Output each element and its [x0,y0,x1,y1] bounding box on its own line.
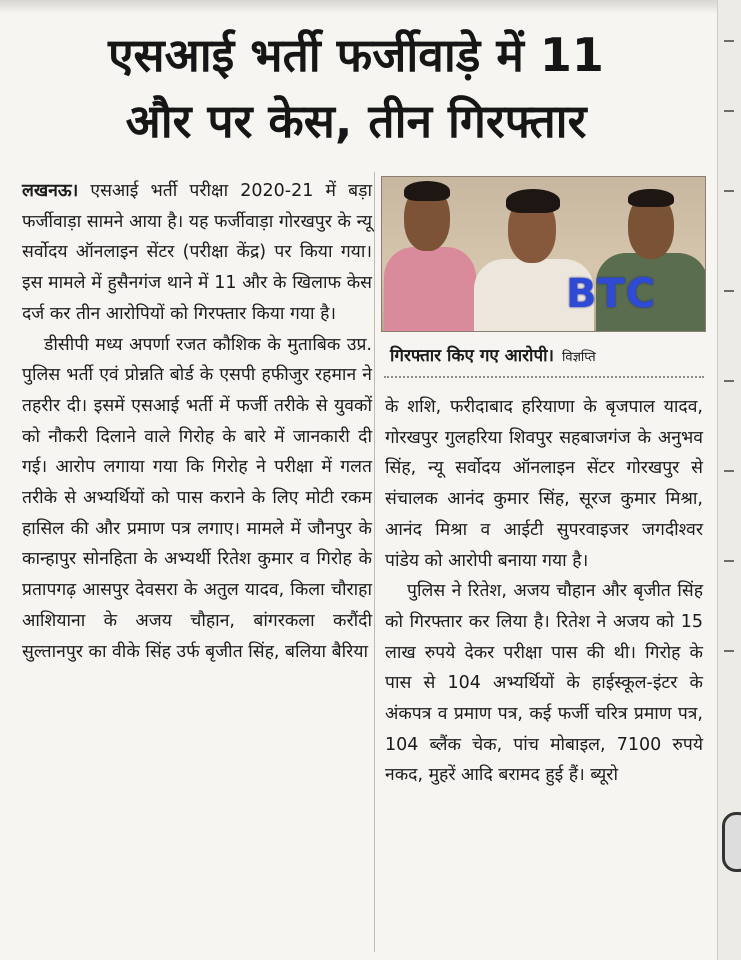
headline-line-2: और पर केस, तीन गिरफ्तार [125,94,587,148]
left-paragraph-2: डीसीपी मध्य अपर्णा रजत कौशिक के मुताबिक उप्र. पुलिस भर्ती एवं प्रोन्नति बोर्ड के एसपी हफीजुर रहमान ने तहरीर दी। इसमें एसआई भर्ती में फर्जी तरीके से युवकों को नौकरी दिलाने वाले गिरोह के बारे में जानकारी दी गई। आरोप लगाया गया कि गिरोह ने परीक्षा में गलत तरीके से अभ्यर्थियों को पास कराने के लिए मोटी रकम हासिल की और प्रमाण पत्र लगाए। मामले में जौनपुर के कान्हापुर सोनहिता के अभ्यर्थी रितेश कुमार व गिरोह के प्रतापगढ़ आसपुर देवसरा के अतुल यादव, किला चौराहा आशियाना के अजय चौहान, बांगरकला करौंदी सुल्तानपुर का वीके सिंह उर्फ बृजीत सिंह, बलिया बैरिया [22,334,372,662]
edge-mark [724,560,734,562]
byline: ब्यूरो [590,765,618,786]
top-cropped-strip [0,0,741,14]
right-paragraph-2-text: पुलिस ने रितेश, अजय चौहान और बृजीत सिंह को गिरफ्तार कर लिया है। रितेश ने अजय को 15 लाख रुपये देकर परीक्षा पास की थी। गिरोह के पास से 104 अभ्यर्थियों के हाईस्कूल-इंटर के अंकपत्र व प्रमाण पत्र, कई फर्जी चरित्र प्रमाण पत्र, 104 ब्लैंक चेक, पांच मोबाइल, 7100 रुपये नकद, मुहरें आदि बरामद हुई हैं। [385,581,703,786]
photo-caption [390,344,705,370]
edge-mark [724,110,734,112]
column-divider [374,172,375,952]
caption-dotted-rule [384,376,704,378]
right-paragraph-2 [385,576,703,791]
left-paragraph-1 [22,176,372,330]
watermark-logo: BTC [566,271,657,317]
person-3-hair [628,189,674,207]
article-right-column [385,392,703,791]
person-1-shirt [384,247,476,332]
accused-photo [381,176,706,332]
person-2-hair [506,189,560,213]
edge-mark [724,650,734,652]
caption-text: गिरफ्तार किए गए आरोपी। [390,346,554,366]
right-paragraph-1: के शशि, फरीदाबाद हरियाणा के बृजपाल यादव, गोरखपुर गुलहरिया शिवपुर सहबाजगंज के अनुभव सिंह, न्यू सर्वोदय ऑनलाइन सेंटर गोरखपुर से संचालक आनंद कुमार सिंह, सूरज कुमार मिश्रा, आनंद मिश्रा व आईटी सुपरवाइजर जगदीश्वर पांडेय को आरोपी बनाया गया है। [385,397,703,571]
edge-mark [724,290,734,292]
photo-credit: विज्ञप्ति [561,350,596,365]
adjacent-column-edge [717,0,741,960]
headline-line-1: एसआई भर्ती फर्जीवाड़े में 11 [108,28,604,82]
article-left-column [22,176,372,667]
person-1-hair [404,181,450,201]
edge-photo-fragment [722,812,741,872]
edge-mark [724,380,734,382]
edge-mark [724,190,734,192]
headline [0,22,712,154]
edge-mark [724,470,734,472]
edge-mark [724,40,734,42]
left-paragraph-1-text: एसआई भर्ती परीक्षा 2020-21 में बड़ा फर्जीवाड़ा सामने आया है। यह फर्जीवाड़ा गोरखपुर के न्यू सर्वोदय ऑनलाइन सेंटर (परीक्षा केंद्र) पर किया गया। इस मामले में हुसैनगंज थाने में 11 और के खिलाफ केस दर्ज कर तीन आरोपियों को गिरफ्तार किया गया है। [22,181,372,324]
dateline: लखनऊ। [22,181,79,201]
